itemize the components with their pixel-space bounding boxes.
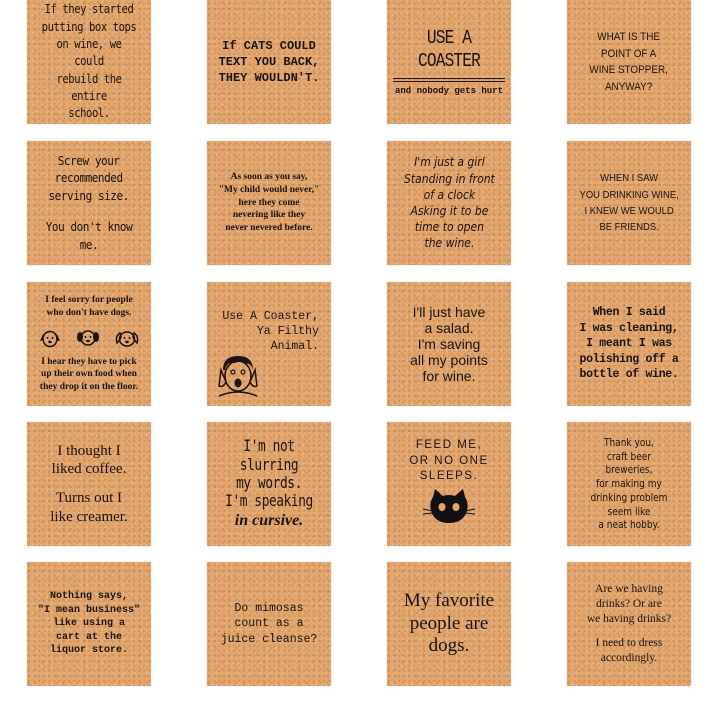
coaster-subtitle: and nobody gets hurt	[394, 86, 504, 97]
coaster-serving-size	[27, 141, 151, 265]
coaster-craft-beer	[567, 422, 691, 546]
dog-face-icon	[38, 328, 62, 348]
coaster-text: I thought I liked coffee.	[51, 442, 127, 478]
coaster-text: FEED ME, OR NO ONE SLEEPS.	[409, 439, 489, 483]
coaster-use-a-coaster	[387, 0, 511, 124]
dog-face-icon	[114, 328, 140, 348]
black-cat-face-icon	[421, 489, 477, 529]
double-rule	[393, 78, 505, 82]
coaster-text: I'll just have a salad. I'm saving all my points for wine.	[410, 303, 488, 385]
coaster-box-tops	[27, 0, 151, 124]
coaster-drinking-wine-friends	[567, 141, 691, 265]
coaster-text: WHAT IS THE POINT OF A WINE STOPPER, ANYWAY?	[589, 31, 669, 93]
coaster-text: I need to dress accordingly.	[595, 637, 663, 665]
coaster-nevering	[207, 141, 331, 265]
coaster-cats-text	[207, 0, 331, 124]
coaster-liquor-store	[27, 562, 151, 686]
coaster-text: Nothing says, "I mean business" like using a cart at the liquor store.	[37, 591, 141, 657]
coaster-favorite-people	[387, 562, 511, 686]
coaster-text: in cursive.	[234, 511, 304, 529]
coaster-dress-accordingly	[567, 562, 691, 686]
coaster-just-a-girl	[387, 141, 511, 265]
coaster-text: As soon as you say, "My child would never," here they come nevering like they never nevered before.	[218, 171, 320, 234]
coaster-cursive	[207, 422, 331, 546]
coaster-text: I feel sorry for people who don't have dogs.	[45, 294, 133, 318]
coaster-text: I hear they have to pick up their own food when they drop it on the floor.	[39, 356, 139, 393]
dog-face-icon	[76, 328, 100, 348]
coaster-title: USE A COASTER	[418, 26, 480, 73]
coaster-creamer	[27, 422, 151, 546]
coaster-text: Do mimosas count as a juice cleanse?	[220, 601, 318, 646]
coaster-feed-me	[387, 422, 511, 546]
coaster-text: Use A Coaster, Ya Filthy Animal.	[222, 310, 319, 353]
coaster-text: Are we having drinks? Or are we having drinks?	[586, 582, 672, 625]
coaster-text: You don't know me.	[45, 219, 133, 253]
dog-icons-row	[38, 328, 140, 348]
coaster-dogs	[27, 282, 151, 406]
coaster-text: If CATS COULD TEXT YOU BACK, THEY WOULDN'T.	[218, 38, 320, 86]
coaster-text: When I said I was cleaning, I meant I was polishing off a bottle of wine.	[579, 306, 679, 382]
coaster-wine-stopper	[567, 0, 691, 124]
coaster-text: I'm not slurring my words. I'm speaking	[225, 436, 313, 511]
screaming-kid-illustration	[215, 352, 261, 400]
coaster-text: WHEN I SAW YOU DRINKING WINE, I KNEW WE WOULD BE FRIENDS.	[579, 172, 679, 234]
coaster-filthy-animal	[207, 282, 331, 406]
coaster-text: I'm just a girl Standing in front of a clock Asking it to be time to open the wine.	[403, 155, 495, 251]
coaster-cleaning	[567, 282, 691, 406]
coaster-text: If they started putting box tops on wine, we could rebuild the entire school.	[41, 2, 137, 121]
coaster-text: Thank you, craft beer breweries, for making my drinking problem seem like a neat hobby.	[590, 435, 668, 532]
coaster-text: My favorite people are dogs.	[403, 589, 495, 657]
coaster-text: Turns out I like creamer.	[50, 490, 128, 525]
coaster-text: Screw your recommended serving size.	[48, 152, 130, 203]
coaster-mimosas	[207, 562, 331, 686]
coaster-salad	[387, 282, 511, 406]
